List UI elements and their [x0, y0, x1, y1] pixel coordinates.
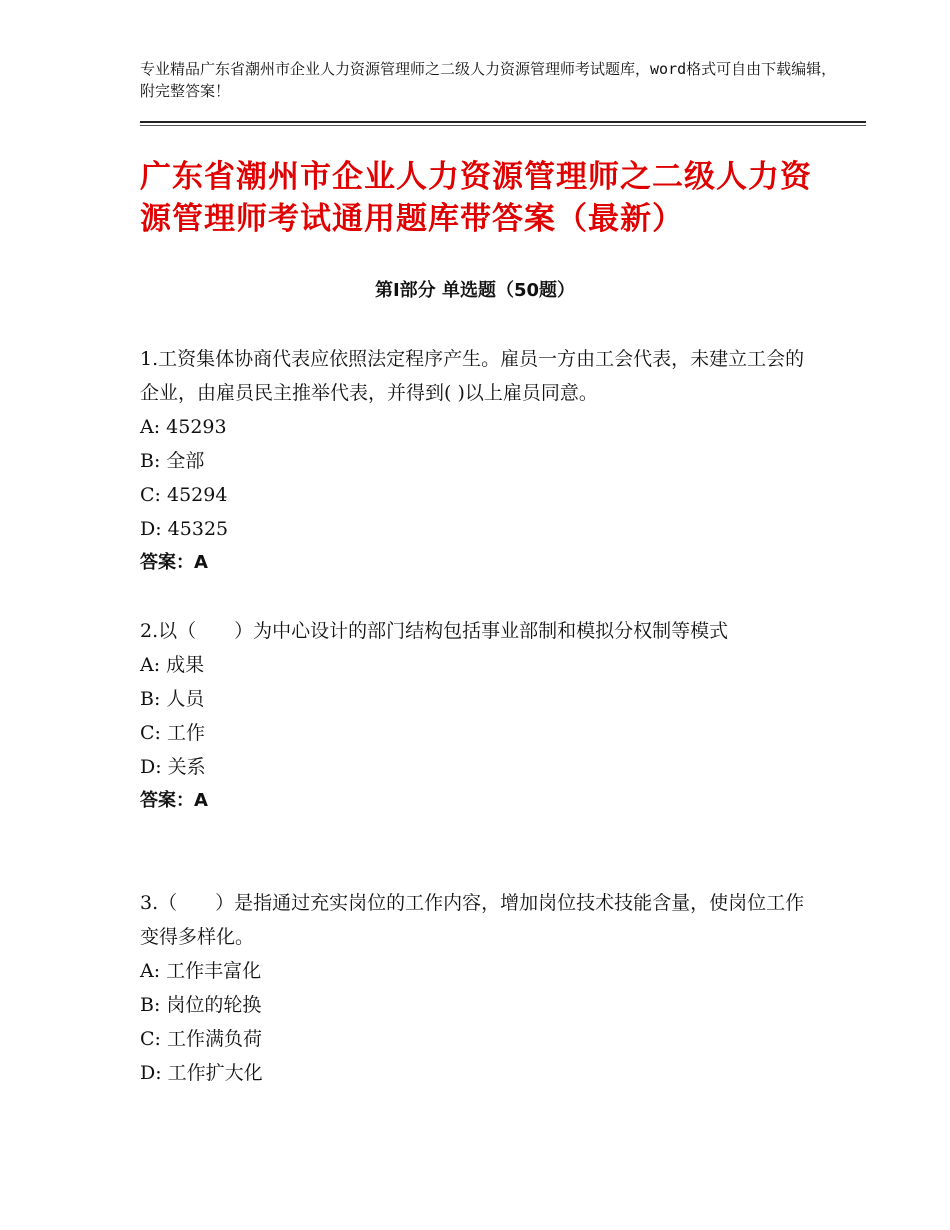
question-1: [140, 342, 820, 580]
document-title: 广东省潮州市企业人力资源管理师之二级人力资源管理师考试通用题库带答案（最新）: [140, 159, 812, 237]
option-a: A: 成果: [140, 654, 205, 676]
question-stem: 3.（ ）是指通过充实岗位的工作内容，增加岗位技术技能含量，使岗位工作变得多样化。: [140, 892, 805, 948]
option-c: C: 工作: [140, 722, 205, 744]
option-c: C: 45294: [140, 484, 228, 506]
option-b: B: 人员: [140, 688, 205, 710]
answer: 答案：A: [140, 552, 208, 573]
option-b: B: 全部: [140, 450, 205, 472]
question-stem: 2.以（ ）为中心设计的部门结构包括事业部制和模拟分权制等模式: [140, 620, 729, 642]
option-d: D: 关系: [140, 756, 206, 778]
option-a: A: 45293: [140, 416, 227, 438]
question-2: [140, 614, 820, 818]
header-rule-thin: [140, 125, 866, 126]
option-d: D: 45325: [140, 518, 229, 540]
question-3: [140, 886, 820, 1090]
header-note: 专业精品广东省潮州市企业人力资源管理师之二级人力资源管理师考试题库，word格式可自由下载编辑，附完整答案！: [140, 60, 837, 100]
header-rule-thick: [140, 121, 866, 123]
option-c: C: 工作满负荷: [140, 1028, 262, 1050]
section-title: 第Ⅰ部分 单选题（50题）: [374, 280, 575, 301]
option-b: B: 岗位的轮换: [140, 994, 262, 1016]
option-a: A: 工作丰富化: [140, 960, 262, 982]
question-stem: 1.工资集体协商代表应依照法定程序产生。雇员一方由工会代表，未建立工会的企业，由雇员民主推举代表，并得到( )以上雇员同意。: [140, 348, 805, 404]
answer: 答案：A: [140, 790, 208, 811]
option-d: D: 工作扩大化: [140, 1062, 263, 1084]
